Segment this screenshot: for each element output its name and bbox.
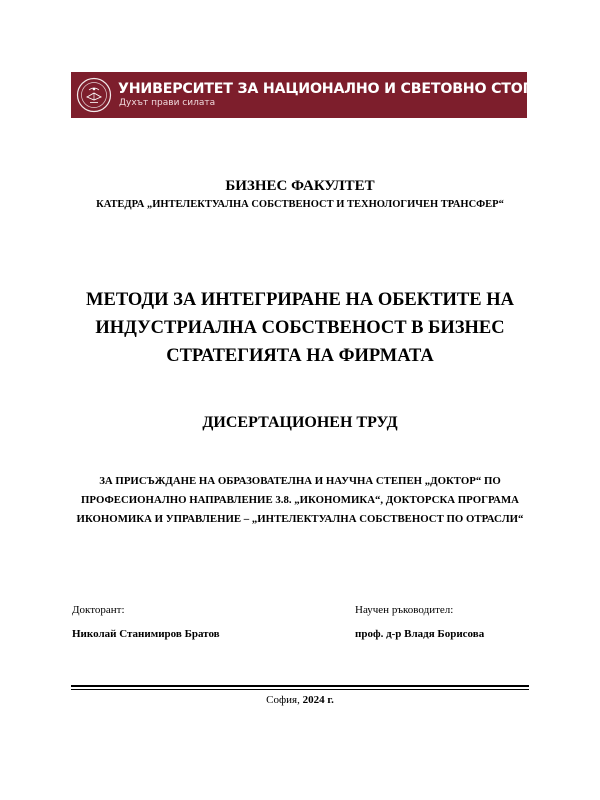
university-name: УНИВЕРСИТЕТ ЗА НАЦИОНАЛНО И СВЕТОВНО СТОПАНСТВО xyxy=(118,81,599,97)
supervisor-label: Научен ръководител: xyxy=(355,604,454,616)
footer-place-date xyxy=(0,694,600,706)
university-banner xyxy=(71,72,599,118)
thesis-type: ДИСЕРТАЦИОНЕН ТРУД xyxy=(202,414,398,431)
degree-description: ЗА ПРИСЪЖДАНЕ НА ОБРАЗОВАТЕЛНА И НАУЧНА СТЕПЕН „ДОКТОР“ ПО ПРОФЕСИОНАЛНО НАПРАВЛЕНИЕ 3.8. „ИКОНОМИКА“, ДОКТОРСКА ПРОГРАМА ИКОНОМИКА И УПРАВЛЕНИЕ – „ИНТЕЛЕКТУАЛНА СОБСТВЕНОСТ ПО ОТРАСЛИ“ xyxy=(76,475,524,525)
supervisor-name: проф. д-р Владя Борисова xyxy=(355,628,485,640)
faculty-name: БИЗНЕС ФАКУЛТЕТ xyxy=(225,178,375,194)
footer-city: София, xyxy=(266,694,300,706)
department-name: КАТЕДРА „ИНТЕЛЕКТУАЛНА СОБСТВЕНОСТ И ТЕХНОЛОГИЧЕН ТРАНСФЕР“ xyxy=(96,199,504,210)
footer-year: 2024 г. xyxy=(302,694,334,706)
university-motto: Духът прави силата xyxy=(119,98,216,108)
doctorant-label: Докторант: xyxy=(72,604,125,616)
thesis-title: МЕТОДИ ЗА ИНТЕГРИРАНЕ НА ОБЕКТИТЕ НА ИНДУСТРИАЛНА СОБСТВЕНОСТ В БИЗНЕС СТРАТЕГИЯТА НА ФИРМАТА xyxy=(86,290,514,366)
university-seal-icon xyxy=(76,77,112,113)
footer-divider-thick xyxy=(71,685,529,687)
doctorant-name: Николай Станимиров Братов xyxy=(72,628,220,640)
footer-divider-thin xyxy=(71,689,529,690)
